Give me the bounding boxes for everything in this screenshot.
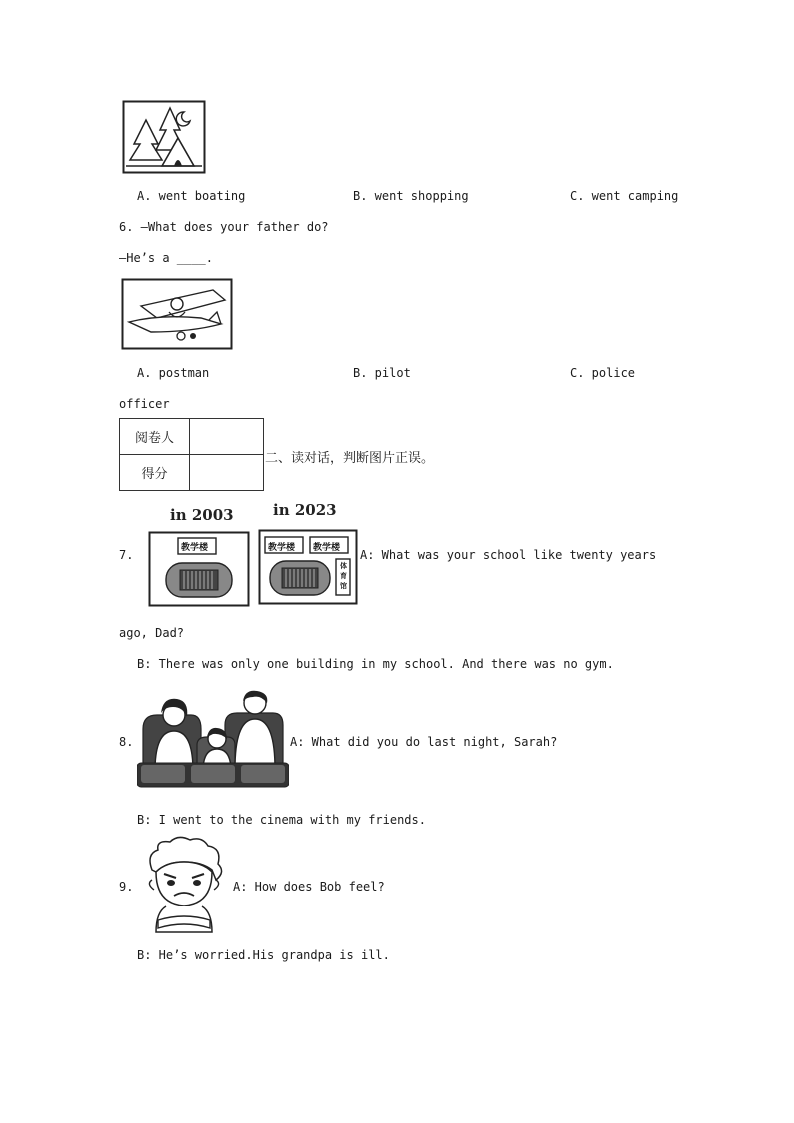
reviewer-label: 阅卷人 xyxy=(120,419,190,455)
section-title: 二、读对话，判断图片正误。 xyxy=(265,451,435,466)
q6-option-b[interactable]: B. pilot xyxy=(353,366,411,380)
q7-building-label-left: 教学楼 xyxy=(181,543,209,553)
q8-line-b: B: I went to the cinema with my friends. xyxy=(137,813,426,827)
q9-line-a: A: How does Bob feel? xyxy=(233,880,385,894)
q7-year-right: in 2023 xyxy=(273,501,337,519)
q5-option-c[interactable]: C. went camping xyxy=(570,189,679,203)
q6-question: 6. —What does your father do? xyxy=(119,220,329,234)
q5-option-b[interactable]: B. went shopping xyxy=(353,189,469,203)
family-cinema-icon xyxy=(137,689,289,789)
q8-line-a: A: What did you do last night, Sarah? xyxy=(290,735,558,749)
q9-number: 9. xyxy=(119,880,134,894)
q7-line-a: A: What was your school like twenty years xyxy=(360,548,657,562)
q7-number: 7. xyxy=(119,548,134,562)
q7-building-label-right-2: 教学楼 xyxy=(313,543,341,553)
q6-answer-blank: —He’s a ____. xyxy=(119,251,213,265)
pilot-airplane-icon xyxy=(121,278,233,350)
q6-option-c[interactable]: C. police xyxy=(570,366,636,380)
q7-building-label-right-1: 教学楼 xyxy=(268,543,296,553)
q7-line-a-wrap: ago, Dad? xyxy=(119,626,185,640)
angry-boy-icon xyxy=(142,836,226,934)
q6-option-c-wrap: officer xyxy=(119,397,170,411)
score-cell[interactable] xyxy=(190,455,264,491)
reviewer-cell[interactable] xyxy=(190,419,264,455)
q7-gym-label: 体育馆 xyxy=(340,562,347,590)
q8-number: 8. xyxy=(119,735,134,749)
q5-option-a[interactable]: A. went boating xyxy=(137,189,246,203)
q7-year-left: in 2003 xyxy=(170,506,234,524)
q6-option-a[interactable]: A. postman xyxy=(137,366,210,380)
q7-line-b: B: There was only one building in my school. And there was no gym. xyxy=(137,657,614,671)
score-label: 得分 xyxy=(120,455,190,491)
camping-tent-icon xyxy=(122,100,206,174)
q9-line-b: B: He’s worried.His grandpa is ill. xyxy=(137,948,390,962)
score-box xyxy=(119,418,264,491)
